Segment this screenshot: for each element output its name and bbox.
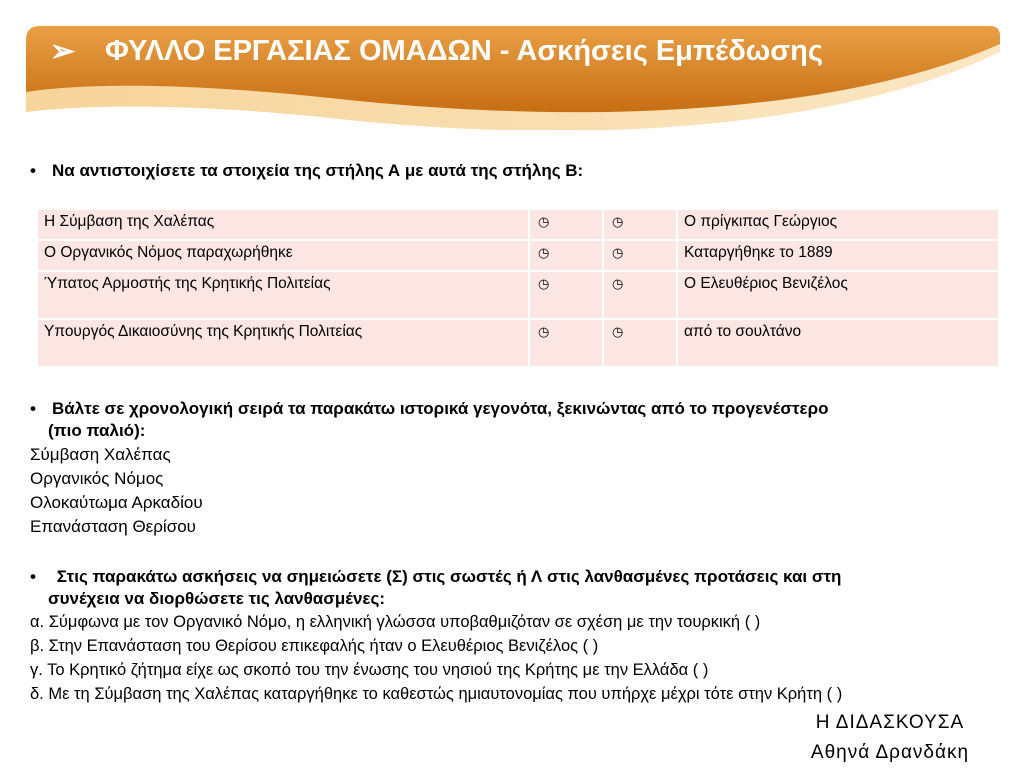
list-item: α. Σύμφωνα με τον Οργανικό Νόμο, η ελληνική γλώσσα υποβαθμιζόταν σε σχέση με την τουρκική ( ) xyxy=(30,613,761,631)
list-item: Επανάσταση Θερίσου xyxy=(30,517,196,536)
column-b-cell: Ο Ελευθέριος Βενιζέλος xyxy=(677,271,999,319)
clock-icon: ◷ xyxy=(612,324,624,339)
connector-cell[interactable] xyxy=(603,240,677,271)
connector-cell[interactable] xyxy=(529,240,603,271)
matching-table xyxy=(36,208,1000,368)
clock-icon: ◷ xyxy=(538,324,550,339)
matching-instruction xyxy=(30,160,583,182)
list-item: γ. Το Κρητικό ζήτημα είχε ως σκοπό του την ένωσης του νησιού της Κρήτης με την Ελλάδα ( ) xyxy=(30,661,709,679)
table-row xyxy=(37,271,999,319)
clock-icon: ◷ xyxy=(538,276,550,291)
column-a-cell: Η Σύμβαση της Χαλέπας xyxy=(37,209,529,240)
clock-icon: ◷ xyxy=(538,245,550,260)
list-item: δ. Με τη Σύμβαση της Χαλέπας καταργήθηκε το καθεστώς ημιαυτονομίας που υπήρχε μέχρι τότε στην Κρήτη ( ) xyxy=(30,685,843,703)
chronology-instruction xyxy=(30,398,1000,442)
connector-cell[interactable] xyxy=(529,319,603,367)
signature xyxy=(770,708,1010,768)
chronology-list xyxy=(30,443,203,539)
page-title xyxy=(50,26,1010,76)
matching-instruction-text: Να αντιστοιχίσετε τα στοιχεία της στήλης Α με αυτά της στήλης Β: xyxy=(52,161,584,180)
connector-cell[interactable] xyxy=(603,319,677,367)
table-row xyxy=(37,240,999,271)
table-row xyxy=(37,209,999,240)
column-a-cell: Ο Οργανικός Νόμος παραχωρήθηκε xyxy=(37,240,529,271)
clock-icon: ◷ xyxy=(612,245,624,260)
list-item: β. Στην Επανάσταση του Θερίσου επικεφαλής ήταν ο Ελευθέριος Βενιζέλος ( ) xyxy=(30,637,599,655)
list-item: Σύμβαση Χαλέπας xyxy=(30,445,171,464)
connector-cell[interactable] xyxy=(529,209,603,240)
connector-cell[interactable] xyxy=(603,209,677,240)
column-a-cell: Ύπατος Αρμοστής της Κρητικής Πολιτείας xyxy=(37,271,529,319)
list-item: Ολοκαύτωμα Αρκαδίου xyxy=(30,493,203,512)
chronology-instruction-line1: Βάλτε σε χρονολογική σειρά τα παρακάτω ιστορικά γεγονότα, ξεκινώντας από το προγενέστερο xyxy=(52,399,829,418)
column-a-cell: Υπουργός Δικαιοσύνης της Κρητικής Πολιτείας xyxy=(37,319,529,367)
chronology-instruction-line2: (πιο παλιό): xyxy=(48,421,146,440)
page-title-text: ΦΥΛΛΟ ΕΡΓΑΣΙΑΣ ΟΜΑΔΩΝ - Ασκήσεις Εμπέδωσης xyxy=(105,34,823,67)
clock-icon: ◷ xyxy=(612,214,624,229)
true-false-list xyxy=(30,610,1020,706)
column-b-cell: από το σουλτάνο xyxy=(677,319,999,367)
signature-role: Η ΔΙΔΑΣΚΟΥΣΑ xyxy=(815,712,965,733)
column-b-cell: Καταργήθηκε το 1889 xyxy=(677,240,999,271)
true-false-instruction-line1: Στις παρακάτω ασκήσεις να σημειώσετε (Σ) στις σωστές ή Λ στις λανθασμένες προτάσεις και στη xyxy=(52,567,842,586)
column-b-cell: Ο πρίγκιπας Γεώργιος xyxy=(677,209,999,240)
bullet-icon: • xyxy=(30,161,36,180)
arrow-bullet-icon: ➢ xyxy=(50,34,76,68)
connector-cell[interactable] xyxy=(529,271,603,319)
true-false-instruction-line2: συνέχεια να διορθώσετε τις λανθασμένες: xyxy=(48,589,385,608)
bullet-icon: • xyxy=(30,567,36,586)
true-false-instruction xyxy=(30,566,1020,610)
connector-cell[interactable] xyxy=(603,271,677,319)
table-row xyxy=(37,319,999,367)
list-item: Οργανικός Νόμος xyxy=(30,469,164,488)
bullet-icon: • xyxy=(30,399,36,418)
clock-icon: ◷ xyxy=(538,214,550,229)
header-banner xyxy=(0,0,1024,130)
signature-name: Αθηνά Δρανδάκη xyxy=(810,742,970,763)
clock-icon: ◷ xyxy=(612,276,624,291)
